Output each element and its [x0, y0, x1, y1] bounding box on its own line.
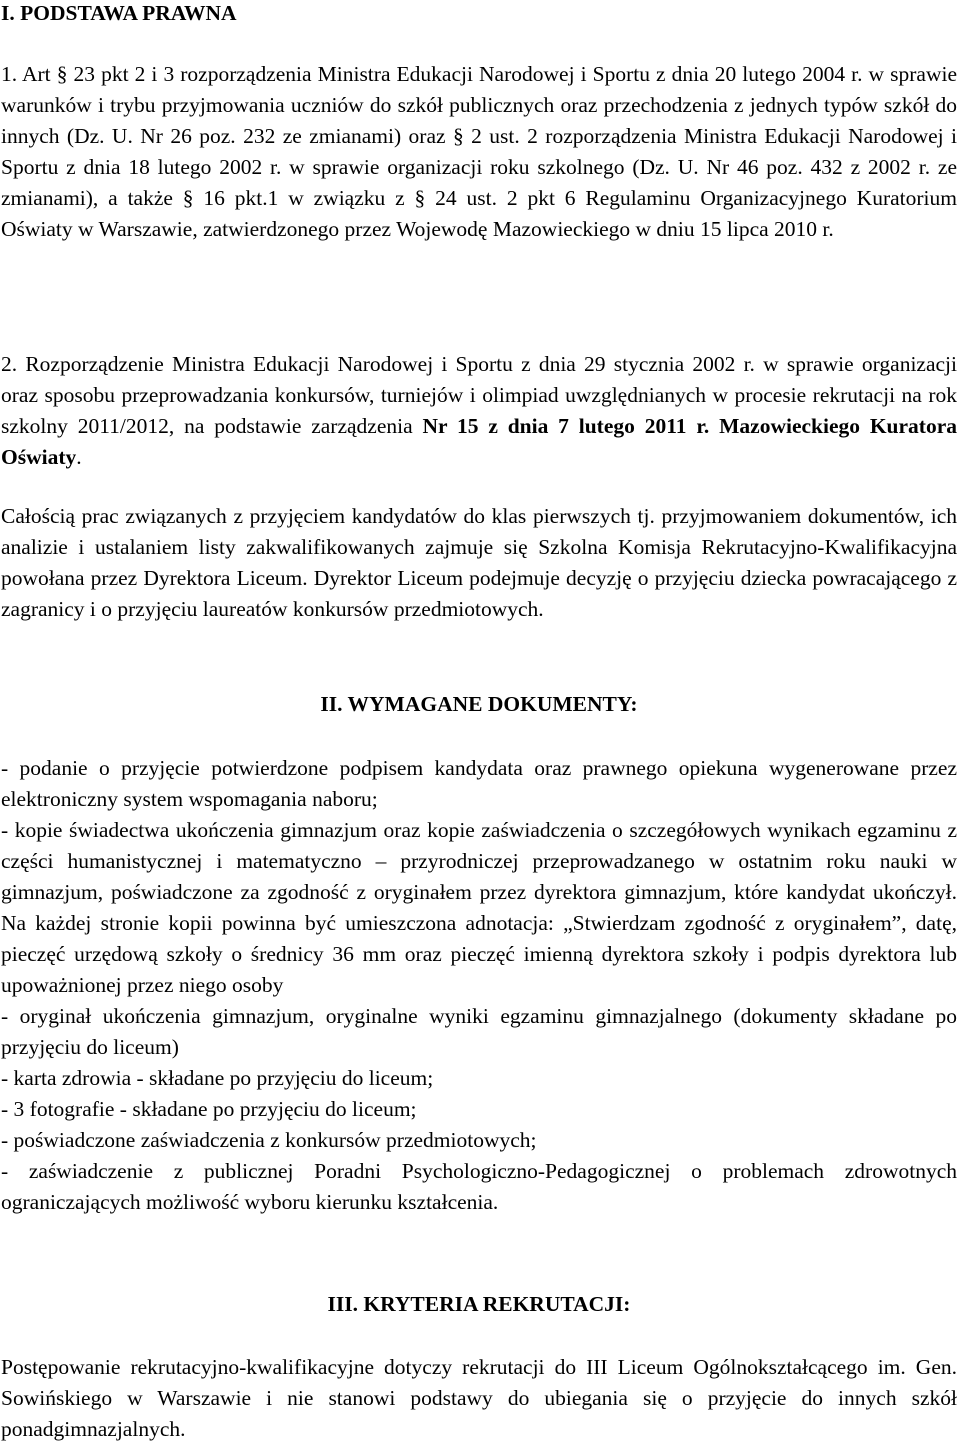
paragraph-2-bold-reference: Nr 15 z dnia 7 lutego 2011 r. Mazowieckiego Kuratora Oświaty: [1, 414, 957, 469]
list-item: - karta zdrowia - składane po przyjęciu do liceum;: [1, 1066, 434, 1090]
list-item: - 3 fotografie - składane po przyjęciu do liceum;: [1, 1097, 417, 1121]
list-item: - kopie świadectwa ukończenia gimnazjum oraz kopie zaświadczenia o szczegółowych wynikach egzaminu z części humanistycznej i matematyczno – przyrodniczej przeprowadzanego w ostatnim roku nauki w gimnazjum, poświadczone za zgodność z oryginałem przez dyrektora gimnazjum, które kandydat ukończył. Na każdej stronie kopii powinna być umieszczona adnotacja: „Stwierdzam zgodność z oryginałem”, datę, pieczęć urzędową szkoły o średnicy 36 mm oraz pieczęć imienną dyrektora szkoły i podpis dyrektora lub upoważnionej przez niego osoby: [1, 818, 957, 997]
legal-basis-paragraph-2-block: [1, 349, 957, 473]
list-item: - podanie o przyjęcie potwierdzone podpisem kandydata oraz prawnego opiekuna wygenerowane przez elektroniczny system wspomagania naboru;: [1, 756, 957, 811]
paragraph-2-text-end: .: [76, 445, 82, 469]
legal-basis-paragraph-2: [1, 349, 957, 473]
recruitment-criteria-paragraph: Postępowanie rekrutacyjno-kwalifikacyjne dotyczy rekrutacji do III Liceum Ogólnokształcącego im. Gen. Sowińskiego w Warszawie i nie stanowi podstawy do ubiegania się o przyjęcie do innych szkół ponadgimnazjalnych.: [1, 1355, 957, 1441]
legal-basis-paragraph-1-block: [1, 59, 957, 245]
section-heading-legal-basis: I. PODSTAWA PRAWNA: [1, 1, 237, 25]
documents-heading-block: [1, 689, 957, 720]
section-heading-recruitment-criteria: III. KRYTERIA REKRUTACJI:: [327, 1292, 631, 1316]
criteria-paragraph-block: [1, 1352, 957, 1445]
list-item: - poświadczone zaświadczenia z konkursów przedmiotowych;: [1, 1128, 537, 1152]
legal-basis-paragraph-1: 1. Art § 23 pkt 2 i 3 rozporządzenia Ministra Edukacji Narodowej i Sportu z dnia 20 lutego 2004 r. w sprawie warunków i trybu przyjmowania uczniów do szkół publicznych oraz przechodzenia z jednych typów szkół do innych (Dz. U. Nr 26 poz. 232 ze zmianami) oraz § 2 ust. 2 rozporządzenia Ministra Edukacji Narodowej i Sportu z dnia 18 lutego 2002 r. w sprawie organizacji roku szkolnego (Dz. U. Nr 46 poz. 432 z 2002 r. ze zmianami), a także § 16 pkt.1 w związku z § 24 ust. 2 pkt 6 Regulaminu Organizacyjnego Kuratorium Oświaty w Warszawie, zatwierdzonego przez Wojewodę Mazowieckiego w dniu 15 lipca 2010 r.: [1, 62, 957, 241]
recruitment-committee-paragraph-block: [1, 501, 957, 625]
recruitment-committee-paragraph: Całością prac związanych z przyjęciem kandydatów do klas pierwszych tj. przyjmowaniem dokumentów, ich analizie i ustalaniem listy zakwalifikowanych zajmuje się Szkolna Komisja Rekrutacyjno-Kwalifikacyjna powołana przez Dyrektora Liceum. Dyrektor Liceum podejmuje decyzję o przyjęciu dziecka powracającego z zagranicy i o przyjęciu laureatów konkursów przedmiotowych.: [1, 504, 957, 621]
list-item: - oryginał ukończenia gimnazjum, oryginalne wyniki egzaminu gimnazjalnego (dokumenty składane po przyjęciu do liceum): [1, 1004, 957, 1059]
criteria-heading-block: [1, 1289, 957, 1320]
section-heading-required-documents: II. WYMAGANE DOKUMENTY:: [320, 692, 638, 716]
list-item: - zaświadczenie z publicznej Poradni Psychologiczno-Pedagogicznej o problemach zdrowotnych ograniczających możliwość wyboru kierunku kształcenia.: [1, 1159, 957, 1214]
paragraph-2-text-start: 2. Rozporządzenie Ministra Edukacji Narodowej i Sportu z dnia 29 stycznia 2002 r. w sprawie organizacji oraz sposobu przeprowadzania konkursów, turniejów i olimpiad uwzględnianych w procesie rekrutacji na rok szkolny 2011/2012, na podstawie zarządzenia: [1, 352, 957, 438]
required-documents-list: [1, 753, 957, 1218]
